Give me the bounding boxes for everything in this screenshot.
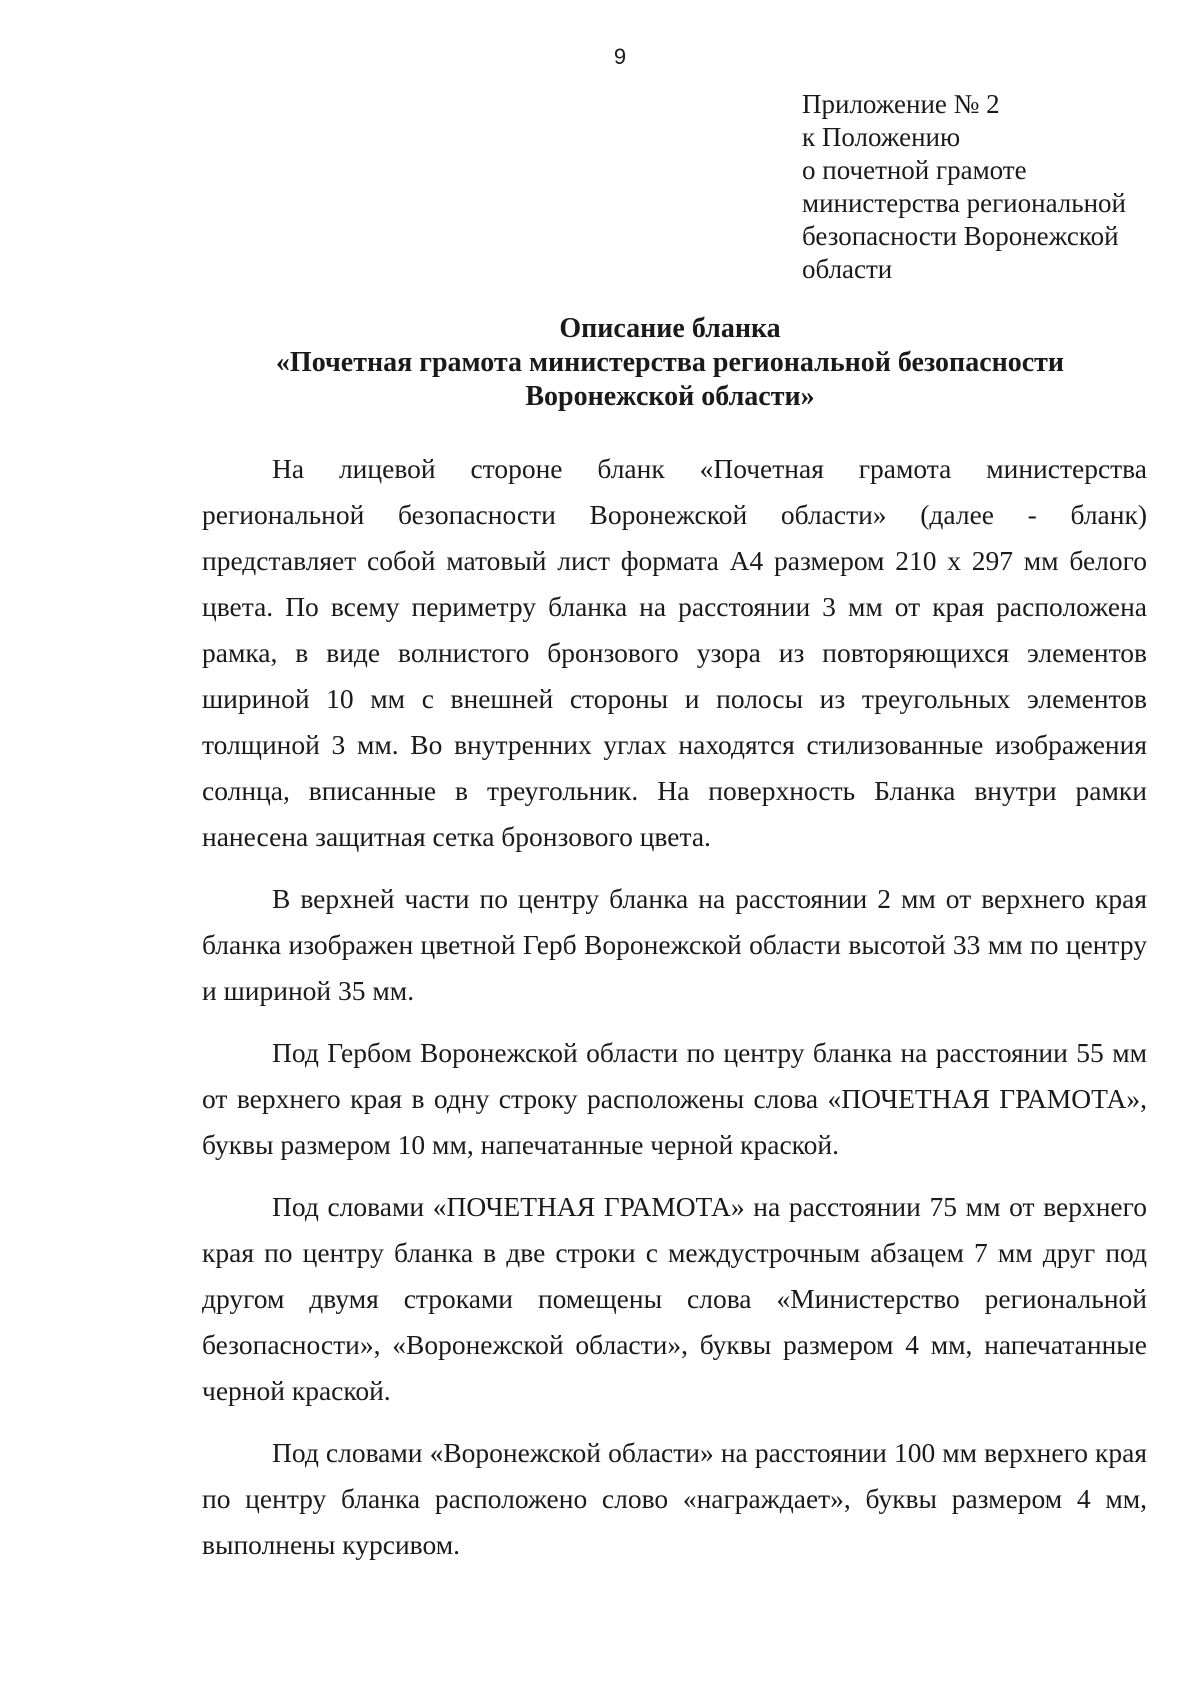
appendix-line: к Положению: [802, 122, 961, 152]
title-line: «Почетная грамота министерства региональной безопасности: [275, 347, 1065, 378]
body-paragraph: Под словами «ПОЧЕТНАЯ ГРАМОТА» на расстоянии 75 мм от верхнего края по центру бланка в две строки с междустрочным абзацем 7 мм друг под другом двумя строками помещены слова «Министерство региональной безопасности», «Воронежской области», буквы размером 4 мм, напечатанные черной краской.: [202, 1191, 1147, 1406]
appendix-line: министерства региональной: [802, 188, 1126, 218]
title-line: Воронежской области»: [525, 381, 815, 412]
title-line: Описание бланка: [559, 313, 781, 344]
appendix-line: Приложение № 2: [802, 89, 1000, 119]
page-number: 9: [613, 44, 627, 69]
document-body: [202, 446, 1147, 1584]
appendix-line: безопасности Воронежской: [802, 221, 1119, 251]
appendix-header: [802, 88, 1182, 286]
body-paragraph: Под Гербом Воронежской области по центру бланка на расстоянии 55 мм от верхнего края в одну строку расположены слова «ПОЧЕТНАЯ ГРАМОТА», буквы размером 10 мм, напечатанные черной краской.: [202, 1037, 1147, 1160]
body-paragraph: На лицевой стороне бланк «Почетная грамота министерства региональной безопасности Воронежской области» (далее - бланк) представляет собой матовый лист формата А4 размером 210 х 297 мм белого цвета. По всему периметру бланка на расстоянии 3 мм от края расположена рамка, в виде волнистого бронзового узора из повторяющихся элементов шириной 10 мм с внешней стороны и полосы из треугольных элементов толщиной 3 мм. Во внутренних углах находятся стилизованные изображения солнца, вписанные в треугольник. На поверхность Бланка внутри рамки нанесена защитная сетка бронзового цвета.: [202, 453, 1147, 852]
appendix-line: области: [802, 254, 893, 284]
body-paragraph: В верхней части по центру бланка на расстоянии 2 мм от верхнего края бланка изображен цветной Герб Воронежской области высотой 33 мм по центру и шириной 35 мм.: [202, 883, 1147, 1006]
appendix-line: о почетной грамоте: [802, 155, 1027, 185]
document-title: [180, 312, 1160, 414]
body-paragraph: Под словами «Воронежской области» на расстоянии 100 мм верхнего края по центру бланка расположено слово «награждает», буквы размером 4 мм, выполнены курсивом.: [202, 1437, 1147, 1560]
